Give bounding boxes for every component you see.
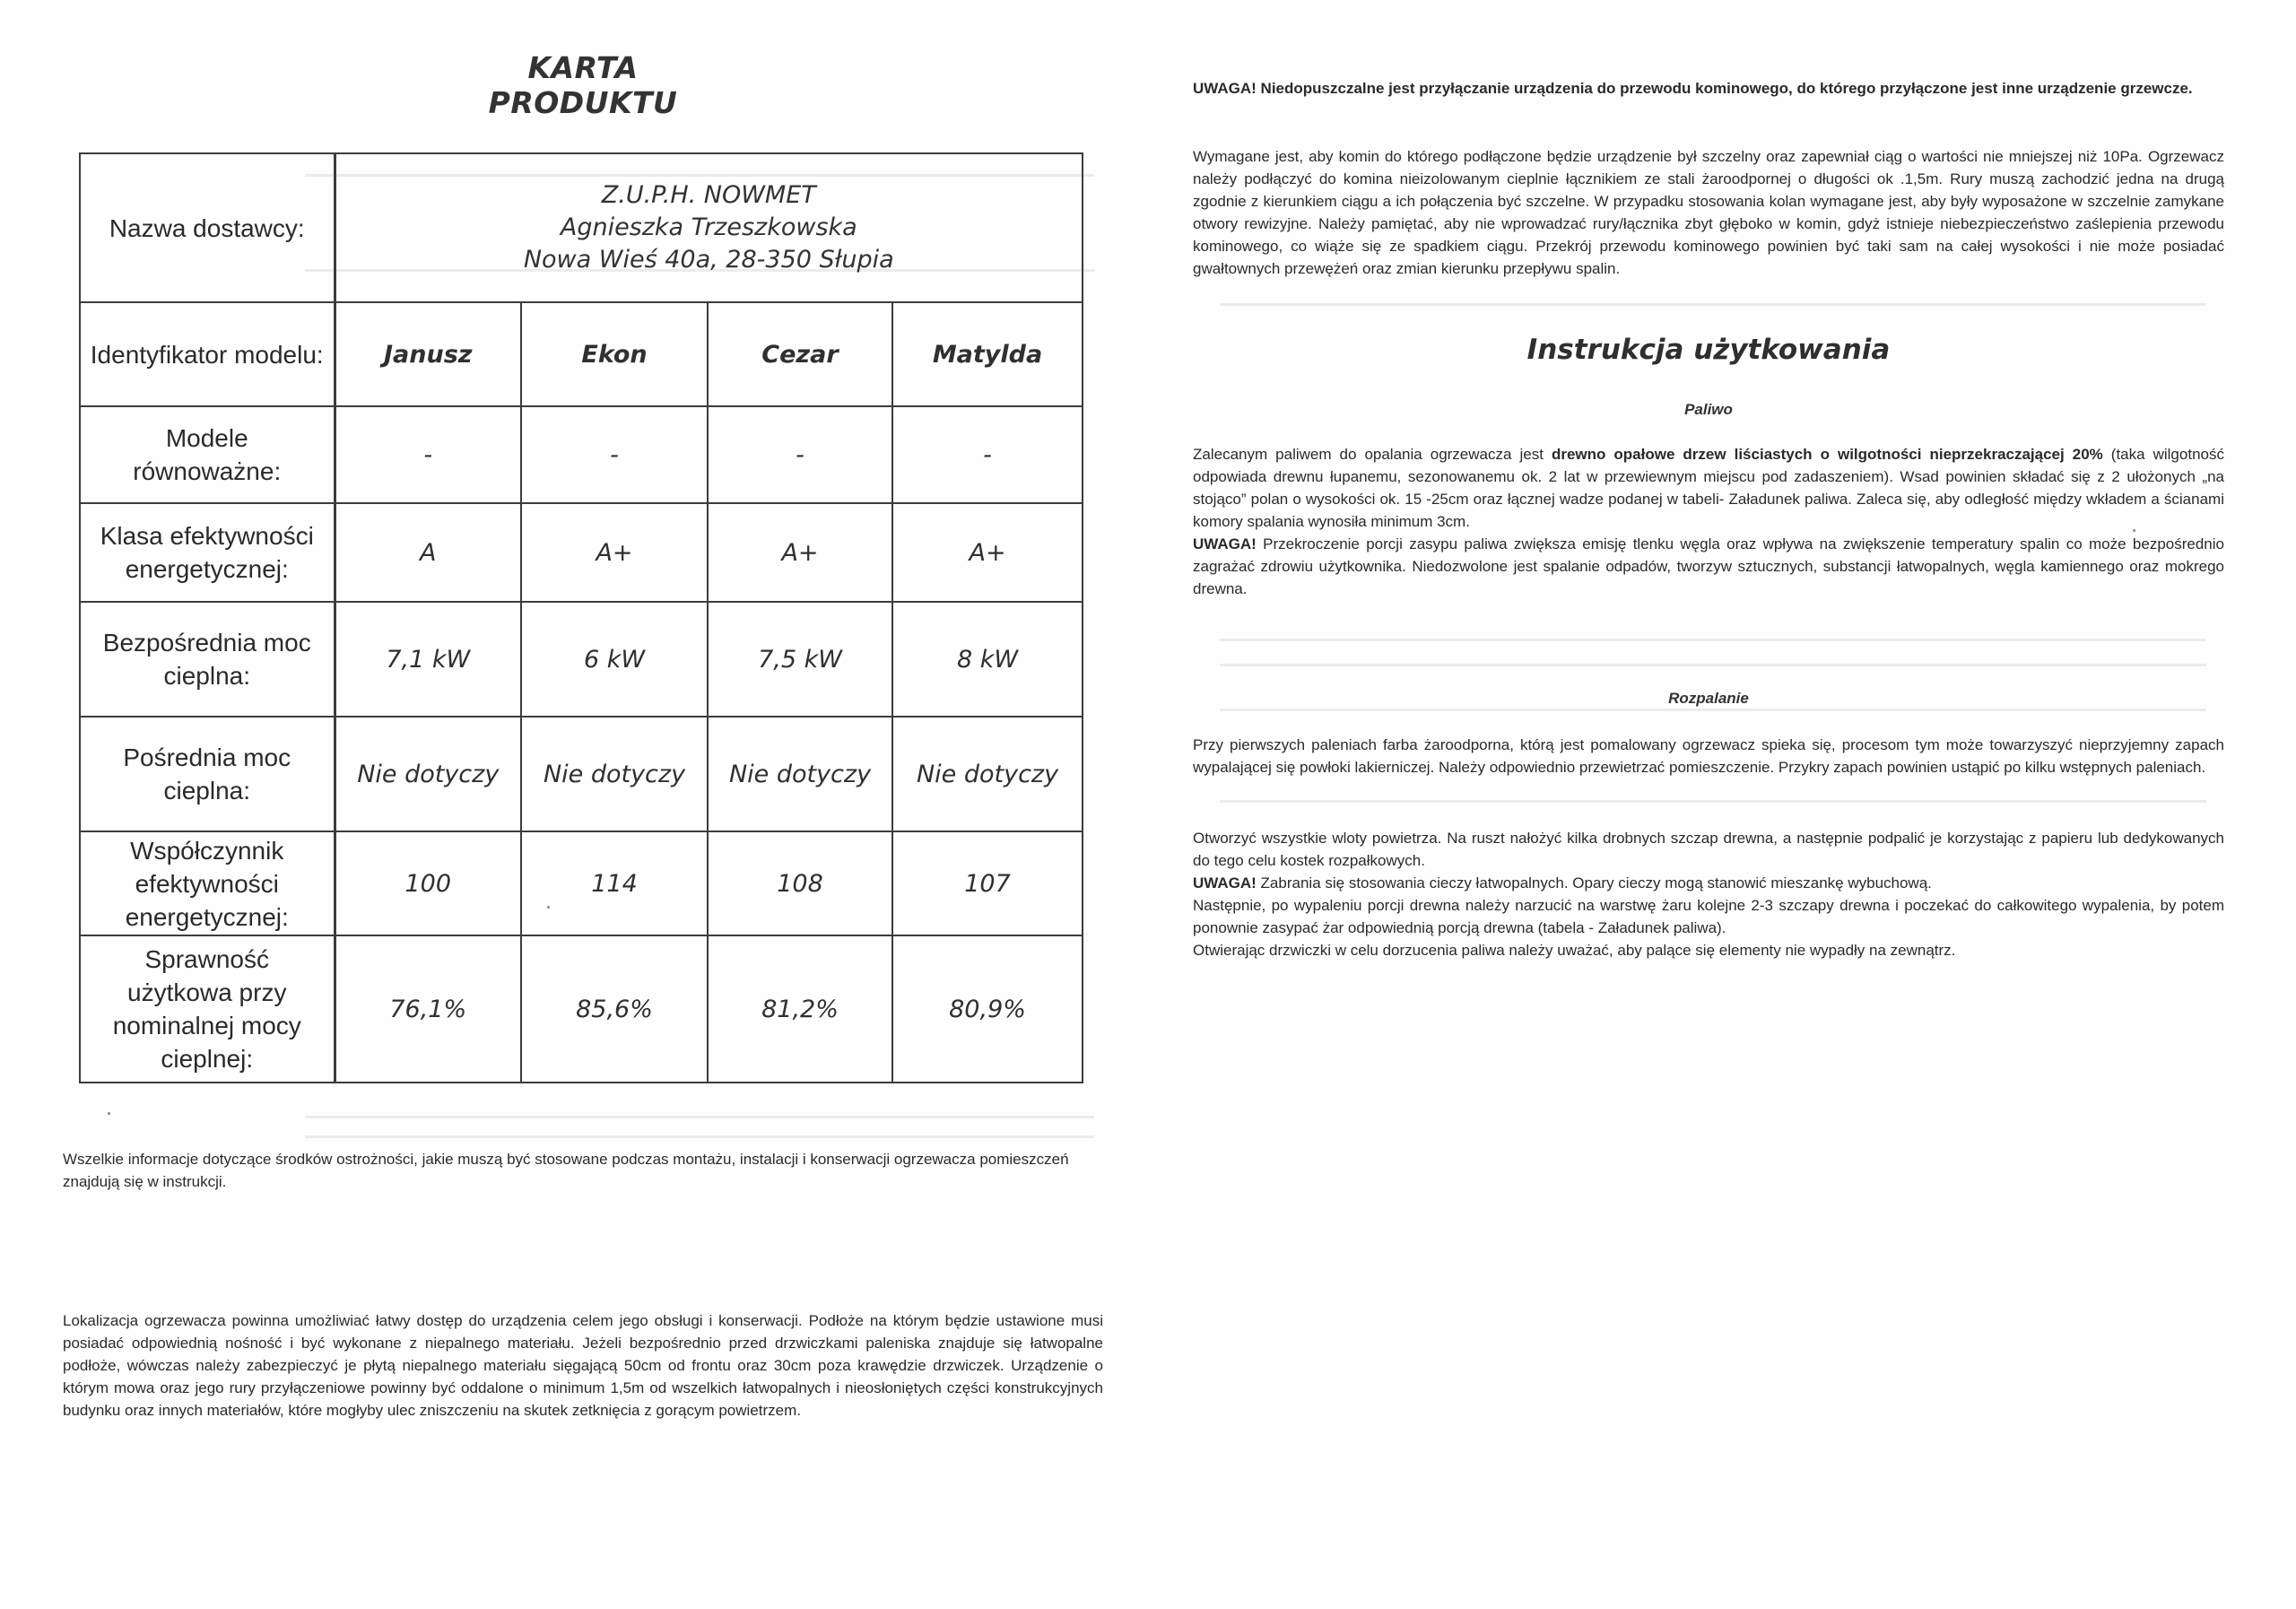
table-cell: 8 kW: [892, 602, 1083, 717]
table-cell: A+: [521, 503, 708, 602]
show-through-line: [1220, 800, 2206, 803]
table-cell: 6 kW: [521, 602, 708, 717]
show-through-line: [1220, 639, 2206, 641]
kindling-paragraph-4: Następnie, po wypaleniu porcji drewna należy narzucić na warstwę żaru kolejne 2-3 szczapy drewna i poczekać do całkowitego wypalenia, by potem ponownie zasypać żar odpowiednią porcją drewna (tabela - Załadunek paliwa).: [1193, 897, 2224, 936]
show-through-line: [1220, 664, 2206, 666]
row-label-useful-efficiency: Sprawność użytkowa przy nominalnej mocy cieplnej:: [80, 935, 335, 1083]
chimney-warning: UWAGA! Niedopuszczalne jest przyłączanie urządzenia do przewodu kominowego, do którego przyłączone jest inne urządzenie grzewcze.: [1193, 80, 2193, 97]
table-cell: 100: [335, 831, 521, 935]
table-row: [80, 935, 1083, 1083]
show-through-line: [305, 1135, 1094, 1138]
show-through-line: [1220, 303, 2206, 306]
fuel-heading: Paliwo: [1684, 401, 1733, 418]
table-row: [80, 503, 1083, 602]
row-label-equivalent-models: Modele równoważne:: [80, 406, 335, 503]
fuel-warning-label: UWAGA!: [1193, 535, 1257, 552]
table-cell: -: [892, 406, 1083, 503]
safety-note: Wszelkie informacje dotyczące środków ostrożności, jakie muszą być stosowane podczas montażu, instalacji i konserwacji ogrzewacza pomieszczeń znajdują się w instrukcji.: [63, 1151, 1069, 1190]
show-through-line: [1220, 709, 2206, 711]
table-cell: -: [521, 406, 708, 503]
table-cell: 7,1 kW: [335, 602, 521, 717]
supplier-company: Z.U.P.H. NOWMET: [601, 181, 816, 209]
table-row: [80, 602, 1083, 717]
table-row: [80, 717, 1083, 831]
supplier-value: [335, 153, 1083, 302]
supplier-address: Nowa Wieś 40a, 28-350 Słupia: [523, 246, 894, 274]
row-label-indirect-heat-output: Pośrednia moc cieplna:: [80, 717, 335, 831]
table-row: [80, 406, 1083, 503]
show-through-line: [305, 1116, 1094, 1118]
kindling-warning-text: Zabrania się stosowania cieczy łatwopalnych. Opary cieczy mogą stanowić mieszankę wybuchową.: [1256, 874, 1932, 891]
table-cell: Nie dotyczy: [892, 717, 1083, 831]
cell-model-janusz: Janusz: [335, 302, 521, 406]
kindling-paragraph-5: Otwierając drzwiczki w celu dorzucenia paliwa należy uważać, aby palące się elementy nie wypadły na zewnątrz.: [1193, 942, 1956, 959]
kindling-warning-paragraph: [1193, 872, 2224, 894]
kindling-warning-label: UWAGA!: [1193, 874, 1257, 891]
fuel-warning-paragraph: [1193, 533, 2224, 600]
table-cell: A: [335, 503, 521, 602]
scan-dot: [108, 1112, 110, 1115]
instructions-title: Instrukcja użytkowania: [1526, 334, 1891, 366]
table-cell: 81,2%: [708, 935, 892, 1083]
table-cell: 107: [892, 831, 1083, 935]
table-cell: A+: [892, 503, 1083, 602]
table-cell: Nie dotyczy: [521, 717, 708, 831]
kindling-section-steps: [1193, 827, 2224, 961]
table-cell: 108: [708, 831, 892, 935]
table-cell: 114: [521, 831, 708, 935]
location-paragraph: Lokalizacja ogrzewacza powinna umożliwiać łatwy dostęp do urządzenia celem jego obsługi i konserwacji. Podłoże na którym będzie ustawione musi posiadać odpowiednią nośność i być wykonane z niepalnego materiału. Jeżeli bezpośrednio przed drzwiczkami paleniska znajduje się łatwopalne podłoże, wówczas należy zabezpieczyć je płytą niepalnego materiału sięgającą 50cm od frontu oraz 30cm poza krawędzie drzwiczek. Urządzenie o którym mowa oraz jego rury przyłączeniowe powinny być oddalone o minimum 1,5m od wszelkich łatwopalnych i nieosłoniętych części konstrukcyjnych budynku oraz innych materiałów, które mogłyby ulec zniszczeniu na skutek zetknięcia z gorącym powietrzem.: [63, 1312, 1103, 1419]
table-row: [80, 302, 1083, 406]
row-label-model-id: Identyfikator modelu:: [80, 302, 335, 406]
kindling-section-intro: [1193, 734, 2224, 778]
supplier-owner: Agnieszka Trzeszkowska: [560, 213, 857, 241]
table-cell: 7,5 kW: [708, 602, 892, 717]
cell-model-cezar: Cezar: [708, 302, 892, 406]
kindling-paragraph-2: Otworzyć wszystkie wloty powietrza. Na ruszt nałożyć kilka drobnych szczap drewna, a następnie podpalić je korzystając z papieru lub dedykowanych do tego celu kostek rozpałkowych.: [1193, 830, 2224, 869]
fuel-section: [1193, 443, 2224, 600]
chimney-requirements: Wymagane jest, aby komin do którego podłączone będzie urządzenie był szczelny oraz zapewniał ciąg o wartości nie mniejszej niż 10Pa. Ogrzewacz należy podłączyć do komina nieizolowanym cieplnie łącznikiem ze stali żaroodpornej o długości ok .1,5m. Rury muszą zachodzić jedna na drugą zgodnie z kierunkiem ciągu a ich połączenia być szczelne. W przypadku stosowania kolan wymagane jest, aby były wyposażone w szczelnie zamykane otwory rewizyjne. Należy pamiętać, aby nie wprowadzać rury/łącznika zbyt głęboko w komin, gdyż istnieje niebezpieczeństwo zaślepienia przewodu kominowego, co wiąże się ze spadkiem ciągu. Przekrój przewodu kominowego powinien być taki sam na całej wysokości i nie może posiadać gwałtownych przewężeń oraz zmian kierunku przepływu spalin.: [1193, 148, 2224, 277]
product-card-title: KARTA PRODUKTU: [488, 50, 678, 120]
fuel-text-pre: Zalecanym paliwem do opalania ogrzewacza jest: [1193, 446, 1552, 463]
product-card-table: [79, 152, 1083, 1083]
supplier-row: [80, 153, 1083, 302]
table-row: [80, 831, 1083, 935]
table-cell: -: [708, 406, 892, 503]
table-cell: A+: [708, 503, 892, 602]
cell-model-ekon: Ekon: [521, 302, 708, 406]
cell-model-matylda: Matylda: [892, 302, 1083, 406]
supplier-label: Nazwa dostawcy:: [80, 153, 335, 302]
table-cell: Nie dotyczy: [708, 717, 892, 831]
table-cell: Nie dotyczy: [335, 717, 521, 831]
row-label-direct-heat-output: Bezpośrednia moc cieplna:: [80, 602, 335, 717]
table-cell: 80,9%: [892, 935, 1083, 1083]
row-label-efficiency-class: Klasa efektywności energetycznej:: [80, 503, 335, 602]
table-cell: -: [335, 406, 521, 503]
table-cell: 76,1%: [335, 935, 521, 1083]
kindling-paragraph-1: Przy pierwszych paleniach farba żaroodporna, którą jest pomalowany ogrzewacz spieka się, procesom tym może towarzyszyć nieprzyjemny zapach wypalającej się powłoki lakierniczej. Należy odpowiednio przewietrzać pomieszczenie. Przykry zapach powinien ustąpić po kilku wstępnych paleniach.: [1193, 736, 2224, 776]
fuel-text-bold: drewno opałowe drzew liściastych o wilgotności nieprzekraczającej 20%: [1551, 446, 2103, 463]
fuel-paragraph: [1193, 443, 2224, 533]
fuel-warning-text: Przekroczenie porcji zasypu paliwa zwiększa emisję tlenku węgla oraz wpływa na zwiększenie temperatury spalin co może bezpośrednio zagrażać zdrowiu użytkownika. Niedozwolone jest spalanie odpadów, tworzyw sztucznych, substancji łatwopalnych, węgla kamiennego oraz mokrego drewna.: [1193, 535, 2224, 597]
kindling-heading: Rozpalanie: [1668, 690, 1749, 707]
fuel-text-post: (taka wilgotność odpowiada drewnu łupanemu, sezonowanemu ok. 2 lat w przewiewnym miejscu pod zadaszeniem). Wsad powinien składać się z 2 ułożonych „na stojąco” polan o wysokości ok. 15 -25cm oraz łącznej wadze podanej w tabeli- Załadunek paliwa. Zaleca się, aby odległość między wkładem a ścianami komory spalania wynosiła minimum 3cm.: [1193, 446, 2224, 530]
row-label-efficiency-index: Współczynnik efektywności energetycznej:: [80, 831, 335, 935]
table-cell: 85,6%: [521, 935, 708, 1083]
